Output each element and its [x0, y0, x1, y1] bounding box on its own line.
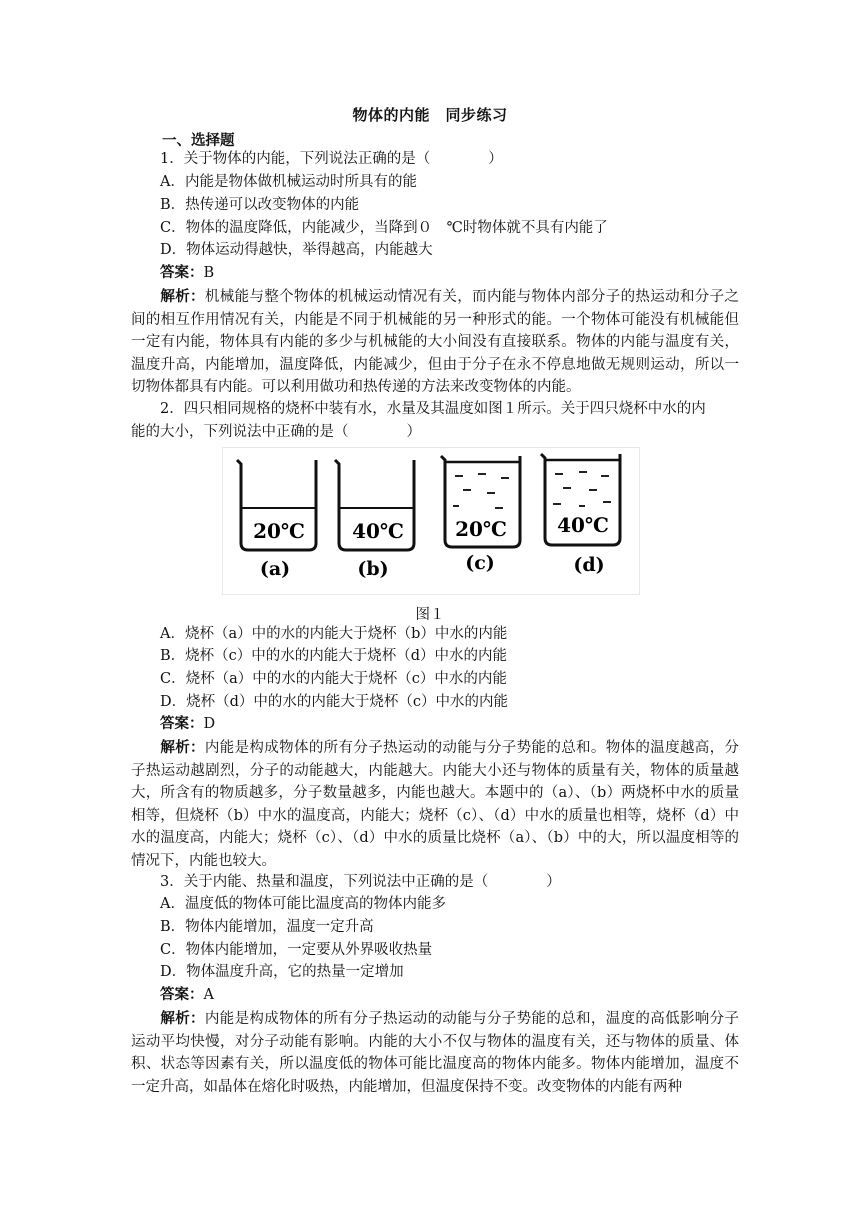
q2-analysis [131, 737, 739, 873]
q2-answer [160, 714, 215, 734]
q3-option-c: C．物体内能增加，一定要从外界吸收热量 [160, 942, 433, 958]
beaker-d [541, 454, 620, 576]
answer-label: 答案： [160, 264, 204, 281]
beaker-d-temp: 40℃ [557, 513, 609, 537]
q1-option-b: B．热传递可以改变物体的内能 [160, 197, 360, 213]
q1-option-c: C．物体的温度降低，内能减少，当降到０ ℃时物体就不具有内能了 [160, 220, 608, 236]
q1-stem: 1．关于物体的内能，下列说法正确的是（ ） [160, 151, 503, 167]
q1-analysis [131, 286, 739, 399]
q3-analysis [131, 1008, 739, 1098]
beaker-diagram [223, 448, 639, 594]
document-title: 物体的内能 同步练习 [352, 106, 508, 124]
q3-option-a: A．温度低的物体可能比温度高的物体内能多 [160, 896, 446, 912]
q2-option-d: D．烧杯（d）中的水的内能大于烧杯（c）中水的内能 [160, 694, 509, 710]
q1-answer [160, 263, 214, 283]
beaker-figure [222, 447, 640, 595]
q3-option-d: D．物体温度升高，它的热量一定增加 [160, 964, 404, 980]
beaker-c [441, 456, 520, 574]
analysis-text: 内能是构成物体的所有分子热运动的动能与分子势能的总和。物体的温度越高，分子热运动越剧烈，分子的动能越大，内能越大。内能大小还与物体的质量有关，物体的质量越大，所含有的物质越多，分子数量越多，内能也越大。本题中的（a）、（b）两烧杯中水的质量相等，但烧杯（b）中水的温度高，内能大；烧杯（c）、（d）中水的质量也相等，烧杯（d）中水的温度高，内能大；烧杯（c）、（d）中水的质量比烧杯（a）、（b）中的大，所以温度相等的情况下，内能也较大。 [131, 740, 740, 869]
q3-stem: 3．关于内能、热量和温度，下列说法中正确的是（ ） [160, 874, 561, 890]
q2-option-c: C．烧杯（a）中的水的内能大于烧杯（c）中水的内能 [160, 671, 507, 687]
analysis-label: 解析： [160, 1010, 205, 1027]
q2-option-b: B．烧杯（c）中的水的内能大于烧杯（d）中水的内能 [160, 648, 508, 664]
analysis-text: 机械能与整个物体的机械运动情况有关，而内能与物体内部分子的热运动和分子之间的相互作用情况有关，内能是不同于机械能的另一种形式的能。一个物体可能没有机械能但一定有内能，物体具有内能的多少与机械能的大小间没有直接联系。物体的内能与温度有关，温度升高，内能增加，温度降低，内能减少，但由于分子在永不停息地做无规则运动，所以一切物体都具有内能。可以利用做功和热传递的方法来改变物体的内能。 [131, 289, 740, 396]
q2-stem-line1: 2．四只相同规格的烧杯中装有水，水量及其温度如图１所示。关于四只烧杯中水的内 [160, 401, 706, 417]
analysis-label: 解析： [160, 288, 205, 305]
answer-label: 答案： [160, 715, 204, 732]
q3-answer [160, 985, 214, 1005]
beaker-a-label: (a) [259, 558, 291, 580]
q2-option-a: A．烧杯（a）中的水的内能大于烧杯（b）中水的内能 [160, 626, 508, 642]
q3-option-b: B．物体内能增加，温度一定升高 [160, 919, 374, 935]
analysis-label: 解析： [160, 739, 205, 756]
figure-caption: 图１ [415, 607, 445, 623]
beaker-b-temp: 40℃ [352, 519, 404, 543]
beaker-b-label: (b) [357, 558, 389, 580]
beaker-c-temp: 20℃ [455, 517, 507, 541]
beaker-a-temp: 20℃ [253, 519, 305, 543]
beaker-d-label: (d) [573, 554, 605, 576]
beaker-b [335, 460, 414, 580]
q1-option-d: D．物体运动得越快，举得越高，内能越大 [160, 242, 433, 258]
answer-value: B [203, 265, 215, 281]
q1-option-a: A．内能是物体做机械运动时所具有的能 [160, 174, 417, 190]
q2-stem-line2: 能的大小，下列说法中正确的是（ ） [131, 424, 421, 440]
beaker-a [237, 460, 316, 580]
answer-value: D [203, 716, 216, 732]
section-heading: 一、选择题 [162, 132, 235, 149]
beaker-c-label: (c) [465, 552, 495, 574]
answer-label: 答案： [160, 986, 204, 1003]
analysis-text: 内能是构成物体的所有分子热运动的动能与分子势能的总和，温度的高低影响分子运动平均快慢，对分子动能有影响。内能的大小不仅与物体的温度有关，还与物体的质量、体积、状态等因素有关，所以温度低的物体可能比温度高的物体内能多。物体内能增加，温度不一定升高，如晶体在熔化时吸热，内能增加，但温度保持不变。改变物体的内能有两种 [131, 1011, 740, 1095]
answer-value: A [203, 987, 214, 1003]
